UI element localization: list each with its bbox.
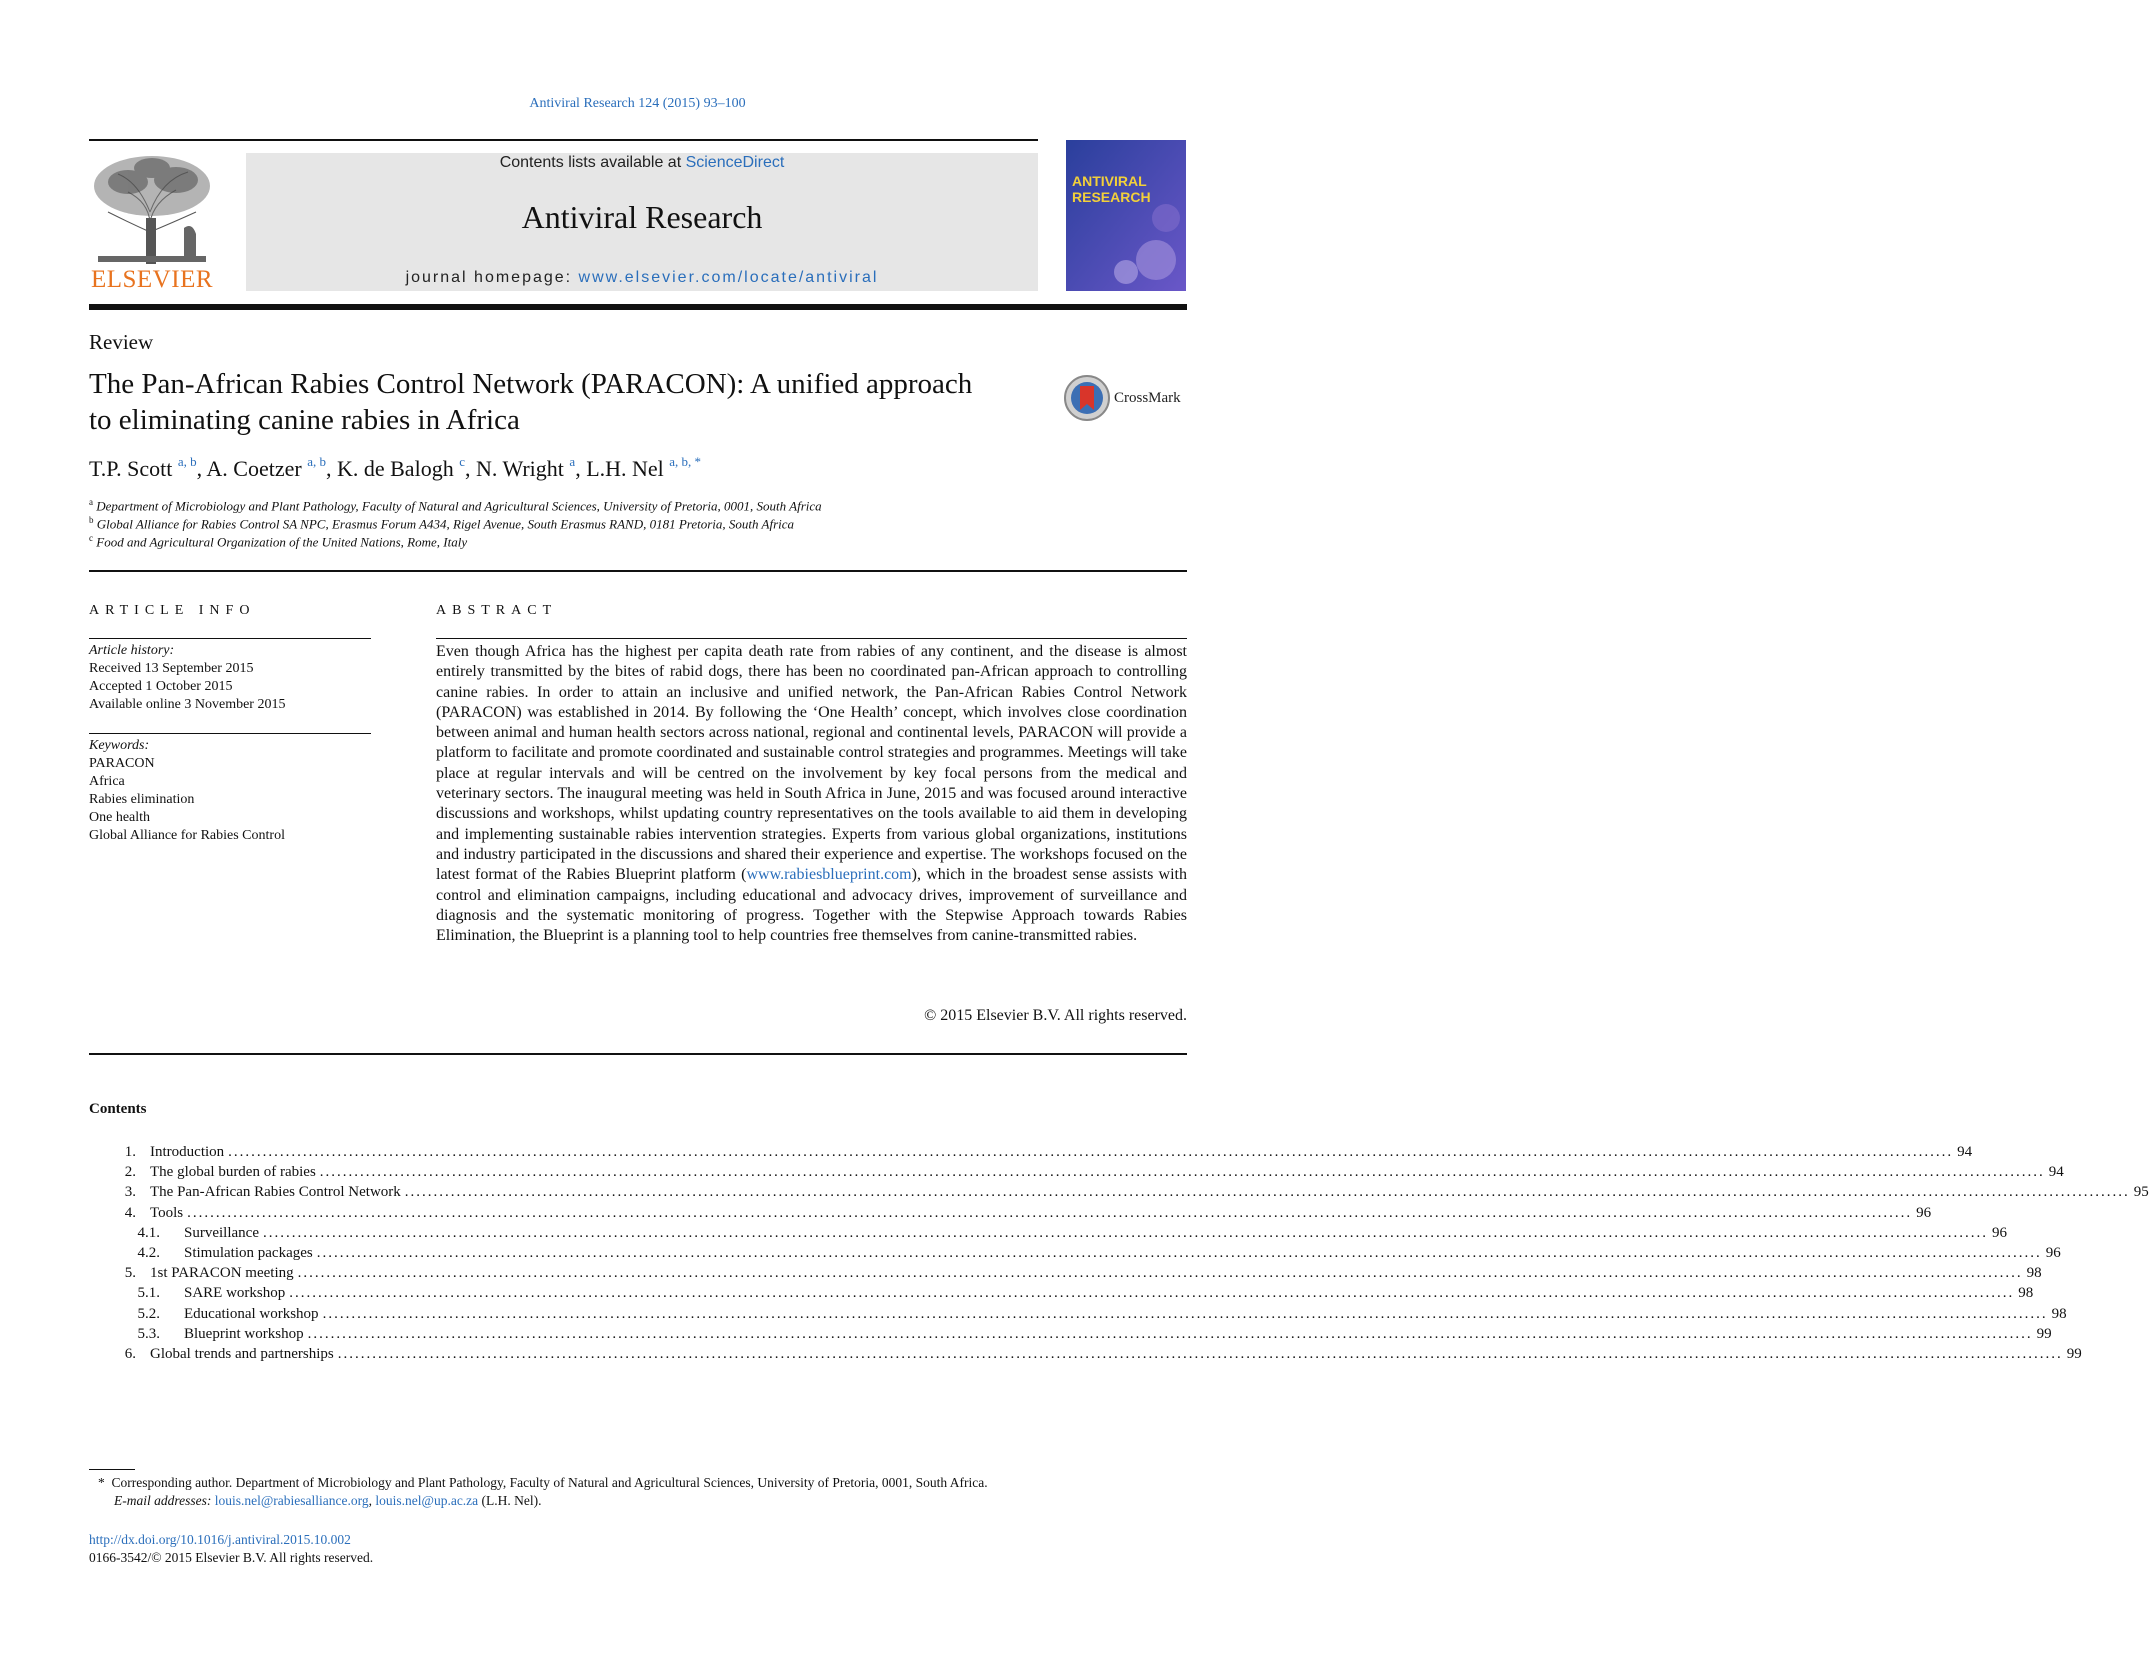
toc-row[interactable] [89,1265,2042,1285]
journal-banner [246,153,1038,291]
abstract-text [436,642,1187,946]
toc-leader-dots: ............................................................................................................................................................................................................................................................................................................ [289,1285,2015,1302]
toc-row[interactable] [89,1184,2149,1204]
article-history [89,642,285,714]
toc-page-number: 98 [2018,1285,2034,1302]
homepage-prefix: journal homepage: [405,269,579,286]
article-info-rule [89,638,371,639]
abstract-copyright: © 2015 Elsevier B.V. All rights reserved. [924,1007,1187,1024]
rabies-blueprint-link[interactable]: www.rabiesblueprint.com [746,866,912,884]
publisher-wordmark: ELSEVIER [90,266,214,293]
toc-leader-dots: ............................................................................................................................................................................................................................................................................................................ [404,1184,2130,1201]
footnote-rule [89,1469,135,1470]
toc-label[interactable]: Educational workshop [184,1305,319,1322]
doi-link[interactable]: http://dx.doi.org/10.1016/j.antiviral.2015.10.002 [89,1532,351,1547]
toc-page-number: 94 [1957,1144,1973,1160]
tree-icon [88,152,216,266]
contents-heading: Contents [89,1101,147,1117]
affiliation [89,533,467,550]
toc-leader-dots: ............................................................................................................................................................................................................................................................................................................ [319,1164,2045,1181]
contents-top-rule [89,1053,1187,1055]
toc-leader-dots: ............................................................................................................................................................................................................................................................................................................ [307,1325,2033,1342]
keywords-rule [89,733,371,734]
svg-text:ANTIVIRAL: ANTIVIRAL [1072,173,1147,189]
toc-row[interactable] [89,1244,2061,1265]
author-affil-mark[interactable]: a [569,454,576,469]
contents-available [246,154,1038,172]
toc-page-number: 99 [2036,1325,2052,1342]
affiliation [89,515,794,532]
author: A. Coetzer [206,456,302,481]
article-type: Review [89,330,154,354]
affiliation [89,497,822,514]
contents-prefix: Contents lists available at [499,154,686,171]
toc-row[interactable] [89,1345,2082,1366]
section-rule [89,570,1187,572]
history-label: Article history: [89,643,175,658]
toc-label[interactable]: Stimulation packages [184,1244,313,1261]
toc-number: 4.2. [137,1244,160,1261]
journal-title: Antiviral Research [521,199,763,235]
journal-homepage [246,269,1038,287]
toc-row[interactable] [89,1164,2064,1184]
toc-number: 5.3. [137,1325,160,1342]
crossmark-badge[interactable] [1063,374,1189,422]
affiliation-mark: b [89,515,94,525]
toc-label[interactable]: The Pan-African Rabies Control Network [150,1184,401,1201]
author-affil-mark[interactable]: a, b, * [669,454,702,469]
homepage-link[interactable]: www.elsevier.com/locate/antiviral [578,269,879,286]
author-affil-mark[interactable]: c [459,454,465,469]
toc-row[interactable] [89,1204,1932,1225]
crossmark-icon [1063,374,1111,422]
toc-page-number: 96 [1916,1204,1932,1221]
article-title: The Pan-African Rabies Control Network (PARACON): A unified approach to eliminating canine rabies in Africa [89,368,973,436]
issn-copyright: 0166-3542/© 2015 Elsevier B.V. All rights reserved. [89,1550,374,1565]
toc-number: 4. [124,1204,136,1221]
toc-page-number: 96 [2045,1244,2061,1261]
abstract-heading: ABSTRACT [436,603,558,618]
author: T.P. Scott [89,456,173,481]
toc-leader-dots: ............................................................................................................................................................................................................................................................................................................ [337,1345,2063,1362]
header-top-rule [89,139,1038,141]
keyword: Rabies elimination [89,792,195,807]
toc-row[interactable] [89,1325,2052,1346]
toc-number: 5.2. [137,1305,160,1322]
affiliation-text: Global Alliance for Rabies Control SA NPC, Erasmus Forum A434, Rigel Avenue, South Erasmus RAND, 0181 Pretoria, South Africa [96,516,795,532]
header-bottom-rule [89,304,1187,310]
email-link-2[interactable]: louis.nel@up.ac.za [375,1493,479,1508]
email-suffix: (L.H. Nel). [481,1493,542,1508]
toc-number: 4.1. [137,1224,160,1241]
toc-number: 1. [124,1144,136,1160]
toc-page-number: 95 [2133,1184,2149,1201]
history-received: Received 13 September 2015 [89,661,254,676]
affiliation-text: Department of Microbiology and Plant Pathology, Faculty of Natural and Agricultural Sciences, University of Pretoria, 0001, South Africa [96,498,822,514]
author-affil-mark[interactable]: a, b [307,454,326,469]
email-link-1[interactable]: louis.nel@rabiesalliance.org [214,1493,369,1508]
corresponding-author-footnote: * Corresponding author. Department of Microbiology and Plant Pathology, Faculty of Natural and Agricultural Sciences, University of Pretoria, 0001, South Africa. E-mail addresses: louis.nel@rabiesalliance.org, louis.nel@up.ac.za (L.H. Nel). [98,1475,988,1508]
toc-page-number: 94 [2048,1164,2064,1181]
keyword: PARACON [89,756,155,771]
keywords [89,737,285,845]
elsevier-logo [88,152,216,298]
abstract-body-end: ), which in the broadest sense assists with control and elimination campaigns, including educational and advocacy drives, improvement of surveillance and diagnosis and the systematic monitoring of progress. Together with the Stepwise Approach towards Rabies Elimination, the Blueprint is a planning tool to help countries free themselves from canine-transmitted rabies. [436,866,1188,945]
affiliation-mark: a [89,497,93,507]
toc-label[interactable]: Global trends and partnerships [150,1345,334,1362]
table-of-contents [89,1144,2149,1366]
toc-label[interactable]: SARE workshop [184,1285,286,1302]
journal-citation[interactable]: Antiviral Research 124 (2015) 93–100 [529,96,746,111]
svg-text:RESEARCH: RESEARCH [1072,189,1151,205]
toc-leader-dots: ............................................................................................................................................................................................................................................................................................................ [228,1144,1954,1160]
toc-label[interactable]: The global burden of rabies [150,1164,316,1181]
email-label: E-mail addresses: [114,1493,212,1508]
footnote-star: * [98,1475,105,1490]
toc-leader-dots: ............................................................................................................................................................................................................................................................................................................ [297,1265,2023,1282]
author-list: T.P. Scott $^{a, b}$, A. Coetzer $^{a, b}$, K. de Balogh $^c$, N. Wright $^a$, L.H. Nel $^{a, b, *}$ [89,454,702,481]
history-accepted: Accepted 1 October 2015 [89,679,233,694]
author: K. de Balogh [336,456,454,481]
keywords-label: Keywords: [89,738,150,753]
sciencedirect-link[interactable]: ScienceDirect [685,154,785,171]
toc-number: 5. [124,1265,136,1282]
toc-leader-dots: ............................................................................................................................................................................................................................................................................................................ [322,1305,2048,1322]
toc-number: 5.1. [137,1285,160,1302]
toc-row[interactable] [89,1224,2007,1245]
keyword: Global Alliance for Rabies Control [89,828,285,843]
toc-page-number: 98 [2051,1305,2067,1322]
abstract-rule [436,638,1187,639]
keyword: One health [89,810,151,825]
toc-page-number: 98 [2026,1265,2042,1282]
author-affil-mark[interactable]: a, b [177,454,197,469]
footnote-text: Corresponding author. Department of Microbiology and Plant Pathology, Faculty of Natural and Agricultural Sciences, University of Pretoria, 0001, South Africa. [111,1475,988,1490]
abstract-body: Even though Africa has the highest per capita death rate from rabies of any continent, and the disease is almost entirely transmitted by the bites of rabid dogs, there has been no coordinated pan-African approach to controlling canine rabies. In order to attain an inclusive and unified network, the Pan-African Rabies Control Network (PARACON) was established in 2014. By following the ‘One Health’ concept, which involves close coordination between animal and human health sectors across national, regional and continental levels, PARACON will provide a platform to facilitate and promote coordinated and sustainable control strategies and programmes. Meetings will take place at regular intervals and will be centred on the involvement by key focal persons from the medical and veterinary sectors. The inaugural meeting was held in South Africa in June, 2015 and was focused around interactive discussions and workshops, whilst updating country representatives on the tools available to aid them in developing and implementing sustainable rabies intervention strategies. Experts from various global organizations, institutions and industry participated in the discussions and shared their experience and expertise. The workshops focused on the latest format of the Rabies Blueprint platform ( [436,643,1187,884]
toc-row[interactable] [89,1285,2034,1305]
affiliation-mark: c [89,533,93,543]
history-online: Available online 3 November 2015 [89,697,286,712]
toc-label[interactable]: Surveillance [184,1224,259,1241]
crossmark-label: CrossMark [1114,390,1181,406]
journal-cover-image [1066,140,1186,291]
toc-label[interactable]: Introduction [150,1144,225,1160]
author: L.H. Nel [586,456,664,481]
toc-leader-dots: ............................................................................................................................................................................................................................................................................................................ [316,1244,2042,1261]
toc-number: 2. [124,1164,136,1181]
toc-row[interactable] [89,1305,2067,1326]
toc-label[interactable]: Tools [150,1204,184,1221]
toc-page-number: 99 [2066,1345,2082,1362]
toc-row[interactable] [89,1144,1973,1164]
toc-number: 3. [124,1184,136,1201]
author: N. Wright [475,456,564,481]
toc-label[interactable]: Blueprint workshop [184,1325,304,1342]
article-info-heading: ARTICLE INFO [89,603,256,618]
toc-number: 6. [124,1345,136,1362]
affiliation-text: Food and Agricultural Organization of the United Nations, Rome, Italy [96,534,468,550]
toc-page-number: 96 [1991,1224,2007,1241]
toc-leader-dots: ............................................................................................................................................................................................................................................................................................................ [187,1204,1913,1221]
keyword: Africa [89,774,125,789]
toc-leader-dots: ............................................................................................................................................................................................................................................................................................................ [262,1224,1988,1241]
toc-label[interactable]: 1st PARACON meeting [150,1265,294,1282]
